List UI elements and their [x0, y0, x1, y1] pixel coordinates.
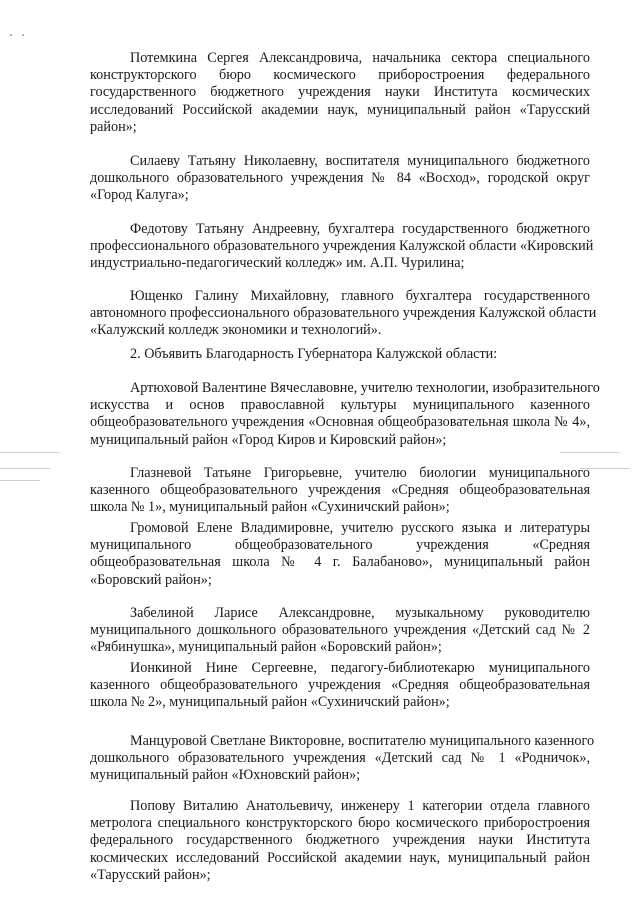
- text-line: конструкторского бюро космического приборостроения федерального: [90, 67, 590, 84]
- scan-artifact: [560, 452, 620, 453]
- text-line: Забелиной Ларисе Александровне, музыкальному руководителю: [130, 605, 590, 621]
- text-line: казенного общеобразовательного учреждения «Средняя общеобразовательная: [90, 482, 590, 499]
- text-line: школа № 1», муниципальный район «Сухиничский район»;: [90, 499, 450, 516]
- text-line: «Тарусский район»;: [90, 866, 211, 883]
- text-line: Ющенко Галину Михайловну, главного бухгалтера государственного: [130, 288, 590, 304]
- paragraph-silaeva: [90, 153, 590, 205]
- text-line: Глазневой Татьяне Григорьевне, учителю биологии муниципального: [130, 465, 590, 481]
- paragraph-potemkin: [90, 50, 590, 136]
- text-line: общеобразовательного учреждения «Основная общеобразовательная школа № 4»,: [90, 414, 590, 431]
- text-line: район»;: [90, 118, 137, 135]
- paragraph-gromova: [90, 520, 590, 589]
- text-line: казенного общеобразовательного учреждения «Средняя общеобразовательная: [90, 677, 590, 694]
- paragraph-popov: [90, 798, 590, 884]
- paragraph-artyukhova: [90, 380, 600, 449]
- text-line: Манцуровой Светлане Викторовне, воспитателю муниципального казенного: [130, 733, 595, 749]
- paragraph-ionkina: [90, 660, 590, 712]
- section-heading-2: [90, 346, 590, 363]
- text-line: Федотову Татьяну Андреевну, бухгалтера государственного бюджетного: [130, 221, 590, 237]
- text-line: Потемкина Сергея Александровича, начальника сектора специального: [130, 50, 590, 66]
- text-line: автономного профессионального образовательного учреждения Калужской области: [90, 305, 597, 322]
- text-line: Громовой Елене Владимировне, учителю русского языка и литературы: [130, 520, 590, 536]
- scan-speck: [10, 34, 12, 36]
- text-line: «Город Калуга»;: [90, 187, 189, 204]
- text-line: муниципального общеобразовательного учреждения «Средняя: [90, 537, 590, 554]
- text-line: муниципальный район «Город Киров и Кировский район»;: [90, 431, 447, 448]
- scan-artifact: [0, 468, 50, 469]
- text-line: школа № 2», муниципальный район «Сухиничский район»;: [90, 694, 450, 711]
- paragraph-glazneva: [90, 465, 590, 517]
- paragraph-yushchenko: [90, 288, 597, 340]
- text-line: космических исследований Российской академии наук, муниципальный район: [90, 849, 590, 866]
- text-line: федерального государственного бюджетного учреждения науки Института: [90, 832, 590, 849]
- text-line: муниципальный район «Юхновский район»;: [90, 767, 361, 784]
- text-line: 2. Объявить Благодарность Губернатора Калужской области:: [130, 346, 498, 362]
- paragraph-mantsurova: [90, 733, 595, 785]
- text-line: Попову Виталию Анатольевичу, инженеру 1 категории отдела главного: [130, 798, 590, 814]
- text-line: Артюховой Валентине Вячеславовне, учителю технологии, изобразительного: [130, 380, 600, 396]
- text-line: метролога специального конструкторского бюро космического приборостроения: [90, 815, 590, 832]
- scan-speck: [22, 34, 24, 36]
- text-line: дошкольного образовательного учреждения № 84 «Восход», городской округ: [90, 170, 590, 187]
- paragraph-fedotova: [90, 221, 594, 273]
- text-line: «Рябинушка», муниципальный район «Боровский район»;: [90, 639, 442, 656]
- text-line: «Боровский район»;: [90, 571, 212, 588]
- scan-artifact: [0, 480, 40, 481]
- text-line: общеобразовательная школа № 4 г. Балабаново», муниципальный район: [90, 554, 590, 571]
- text-line: дошкольного образовательного учреждения «Детский сад № 1 «Родничок»,: [90, 750, 590, 767]
- text-line: Ионкиной Нине Сергеевне, педагогу-библиотекарю муниципального: [130, 660, 590, 676]
- text-line: Силаеву Татьяну Николаевну, воспитателя муниципального бюджетного: [130, 153, 590, 169]
- scan-artifact: [0, 452, 60, 453]
- paragraph-zabelina: [90, 605, 590, 657]
- text-line: государственного бюджетного учреждения науки Института космических: [90, 84, 590, 101]
- text-line: индустриально-педагогический колледж» им. А.П. Чурилина;: [90, 255, 465, 272]
- text-line: искусства и основ православной культуры муниципального казенного: [90, 397, 590, 414]
- text-line: исследований Российской академии наук, муниципальный район «Тарусский: [90, 101, 590, 118]
- text-line: «Калужский колледж экономики и технологий».: [90, 322, 382, 339]
- text-line: профессионального образовательного учреждения Калужской области «Кировский: [90, 238, 594, 255]
- text-line: муниципального дошкольного образовательного учреждения «Детский сад № 2: [90, 622, 590, 639]
